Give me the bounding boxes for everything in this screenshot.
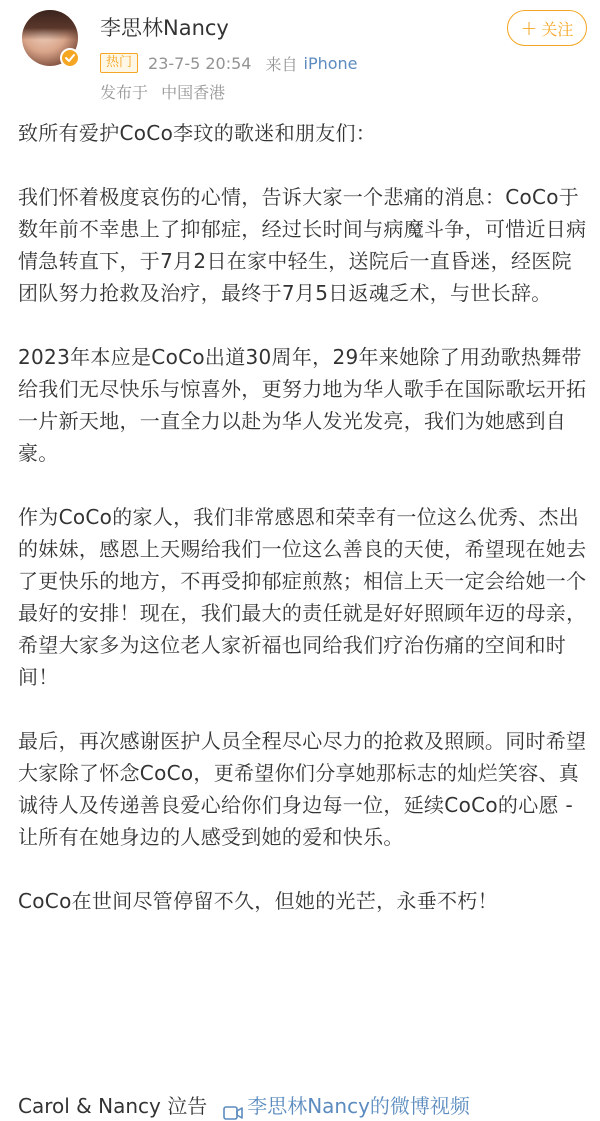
video-link-label: 李思林Nancy的微博视频 [247,1094,470,1118]
post-paragraph: 致所有爱护CoCo李玟的歌迷和朋友们： [18,121,377,145]
plus-icon: + [520,16,538,40]
location-value: 中国香港 [161,83,226,102]
verified-badge-icon [60,48,80,68]
location-label: 发布于 [100,83,149,102]
video-icon [223,1098,243,1114]
follow-button-label: 关注 [541,19,574,39]
post-paragraph: CoCo在世间尽管停留不久，但她的光芒，永垂不朽！ [18,889,498,913]
post-paragraph: 作为CoCo的家人，我们非常感恩和荣幸有一位这么优秀、杰出的妹妹，感恩上天赐给我们一位这么善良的天使，希望现在她去了更快乐的地方，不再受抑郁症煎熬；相信上天一定会给她一个最好的安排！现在，我们最大的责任就是好好照顾年迈的母亲，希望大家多为这位老人家祈福也同给我们疗治伤痛的空间和时间！ [18,505,587,689]
avatar-hair [22,10,78,40]
post-timestamp: 23-7-5 20:54 [148,53,252,73]
post-paragraph: 我们怀着极度哀伤的心情，告诉大家一个悲痛的消息：CoCo于数年前不幸患上了抑郁症，经过长时间与病魔斗争，可惜近日病情急转直下，于7月2日在家中轻生，送院后一直昏迷，经医院团队努力抢救及治疗，最终于7月5日返魂乏术，与世长辞。 [18,185,587,305]
hot-tag: 热门 [100,53,138,73]
signature: Carol & Nancy 泣告 [18,1094,208,1118]
source-device[interactable]: iPhone [303,53,358,73]
follow-button[interactable] [507,10,587,46]
verified-check-shape [64,52,76,64]
post-content [18,117,588,949]
video-link[interactable] [223,1090,470,1121]
post-paragraph: 2023年本应是CoCo出道30周年，29年来她除了用劲歌热舞带给我们无尽快乐与惊喜外，更努力地为华人歌手在国际歌坛开拓一片新天地，一直全力以赴为华人发光发亮，我们为她感到自豪。 [18,345,587,465]
post-location [100,80,225,103]
post-signoff [18,1090,470,1121]
video-icon-shape [223,1105,243,1121]
source-prefix: 来自 [265,54,298,74]
post-header [0,0,600,110]
post-paragraph: 最后，再次感谢医护人员全程尽心尽力的抢救及照顾。同时希望大家除了怀念CoCo，更希望你们分享她那标志的灿烂笑容、真诚待人及传递善良爱心给你们身边每一位，延续CoCo的心愿 - 让所有在她身边的人感受到她的爱和快乐。 [18,729,587,849]
post-meta [100,52,358,74]
author-name[interactable]: 李思林Nancy [100,16,229,40]
